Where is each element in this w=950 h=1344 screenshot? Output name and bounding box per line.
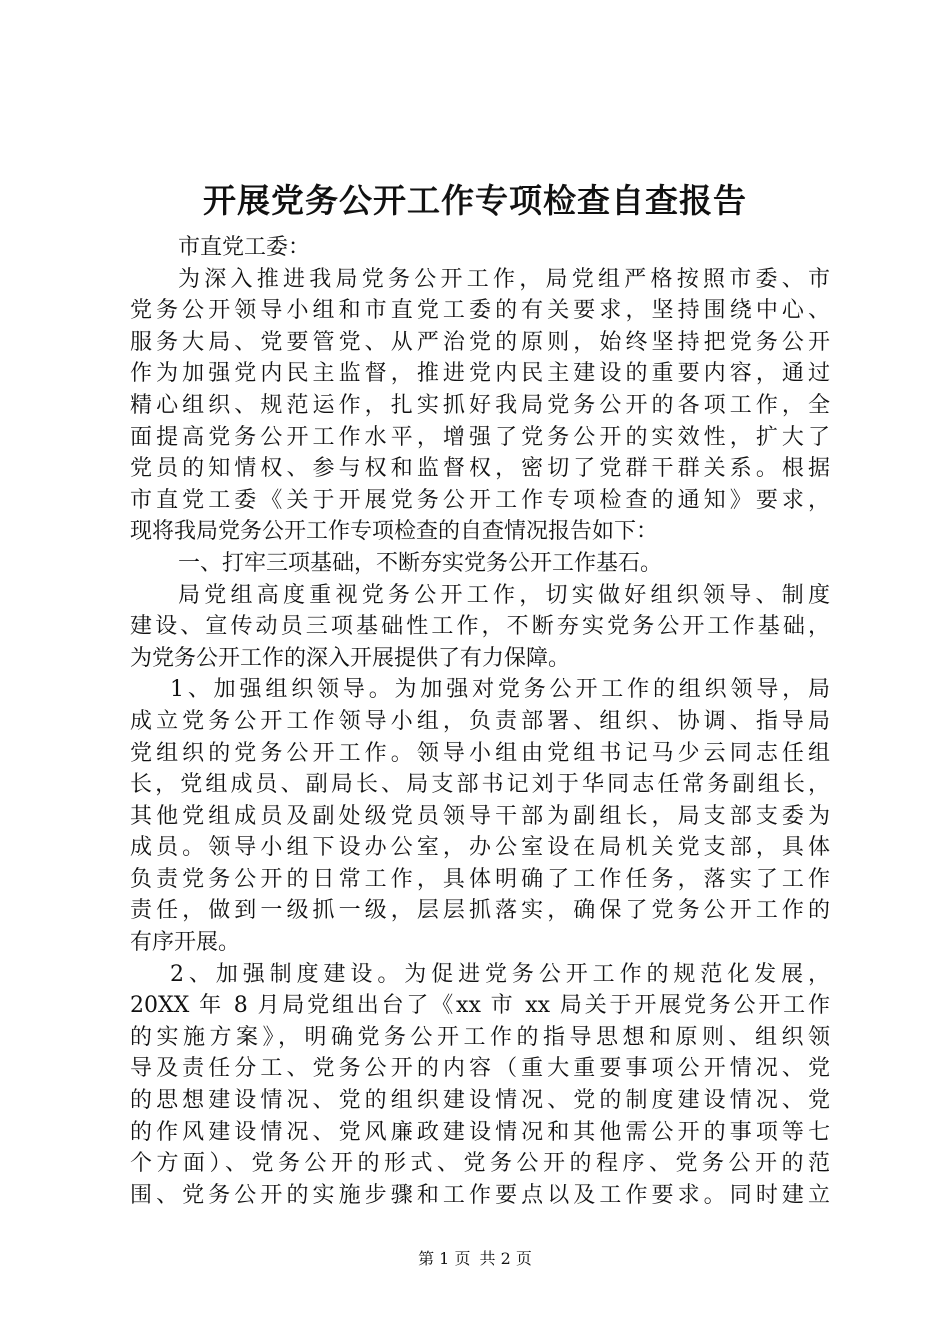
- body-line: 党务公开领导小组和市直党工委的有关要求，坚持围绕中心、: [130, 298, 830, 324]
- body-line: 局党组高度重视党务公开工作，切实做好组织领导、制度: [178, 582, 830, 608]
- body-line: 成立党务公开工作领导小组，负责部署、组织、协调、指导局: [130, 708, 830, 734]
- body-line: 服务大局、党要管党、从严治党的原则，始终坚持把党务公开: [130, 329, 830, 355]
- body-line: 市直党工委《关于开展党务公开工作专项检查的通知》要求，: [130, 487, 830, 513]
- body-line: 责任，做到一级抓一级，层层抓落实，确保了党务公开工作的: [130, 898, 830, 924]
- body-line: 成员。领导小组下设办公室，办公室设在局机关党支部，具体: [130, 835, 830, 861]
- body-line: 导及责任分工、党务公开的内容（重大重要事项公开情况、党: [130, 1056, 830, 1082]
- body-line: 负责党务公开的日常工作，具体明确了工作任务，落实了工作: [130, 866, 830, 892]
- salutation: 市直党工委：: [178, 235, 311, 260]
- body-line: 建设、宣传动员三项基础性工作，不断夯实党务公开工作基础，: [130, 614, 830, 640]
- body-line: 20XX 年 8 月局党组出台了《xx 市 xx 局关于开展党务公开工作: [130, 993, 830, 1019]
- document-title: 开展党务公开工作专项检查自查报告: [203, 181, 747, 220]
- body-line: 其他党组成员及副处级党员领导干部为副组长，局支部支委为: [130, 803, 830, 829]
- body-line: 2、加强制度建设。为促进党务公开工作的规范化发展，: [170, 961, 830, 987]
- body-line: 的思想建设情况、党的组织建设情况、党的制度建设情况、党: [130, 1088, 830, 1114]
- body-line: 面提高党务公开工作水平，增强了党务公开的实效性，扩大了: [130, 424, 830, 450]
- body-line: 作为加强党内民主监督，推进党内民主建设的重要内容，通过: [130, 361, 830, 387]
- body-line: 有序开展。: [130, 930, 241, 956]
- body-line: 个方面）、党务公开的形式、党务公开的程序、党务公开的范: [130, 1151, 830, 1177]
- page-footer: [0, 1246, 950, 1269]
- document-body: [130, 232, 830, 1211]
- body-line: 的作风建设情况、党风廉政建设情况和其他需公开的事项等七: [130, 1119, 830, 1145]
- body-line: 精心组织、规范运作，扎实抓好我局党务公开的各项工作，全: [130, 392, 830, 418]
- body-line: 的实施方案》，明确党务公开工作的指导思想和原则、组织领: [130, 1024, 830, 1050]
- body-line: 现将我局党务公开工作专项检查的自查情况报告如下：: [130, 519, 659, 545]
- body-line: 1、加强组织领导。为加强对党务公开工作的组织领导，局: [170, 677, 830, 703]
- body-line: 围、党务公开的实施步骤和工作要点以及工作要求。同时建立: [130, 1182, 830, 1208]
- body-line: 党组织的党务公开工作。领导小组由党组书记马少云同志任组: [130, 740, 830, 766]
- body-line: 为深入推进我局党务公开工作，局党组严格按照市委、市: [178, 266, 830, 292]
- page-number: 第 1 页: [418, 1249, 471, 1268]
- body-line: 党员的知情权、参与权和监督权，密切了党群干群关系。根据: [130, 456, 830, 482]
- body-line: 长，党组成员、副局长、局支部书记刘于华同志任常务副组长，: [130, 772, 830, 798]
- section-heading: 一、打牢三项基础，不断夯实党务公开工作基石。: [178, 550, 663, 576]
- body-line: 为党务公开工作的深入开展提供了有力保障。: [130, 645, 571, 671]
- page-total: 共 2 页: [479, 1249, 532, 1268]
